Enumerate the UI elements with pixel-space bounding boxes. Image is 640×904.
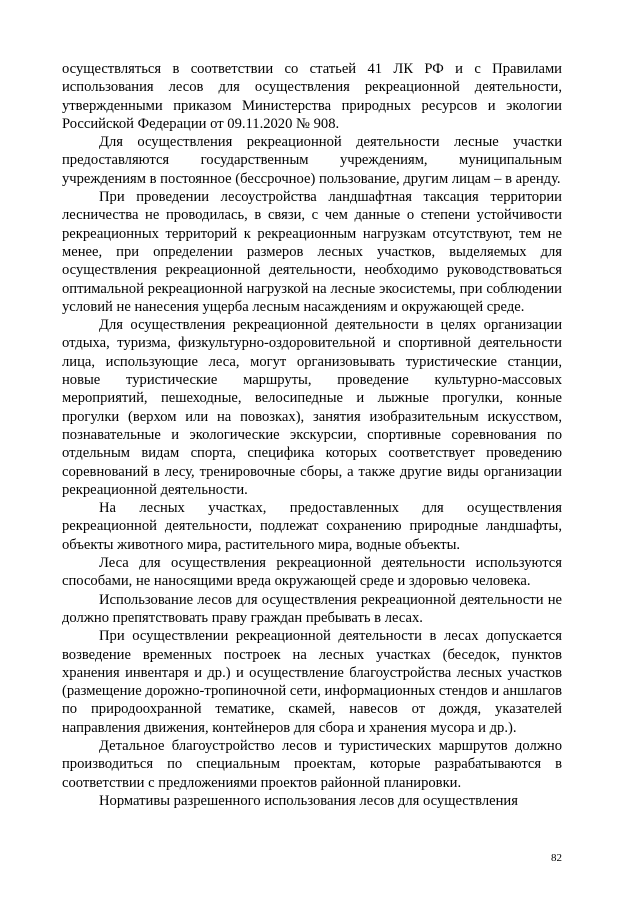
paragraph-recreation-activities: Для осуществления рекреационной деятельности в целях организации отдыха, туризма, физкультурно-оздоровительной и спортивной деятельности лица, использующие леса, могут организовывать туристические станции, новые туристические маршруты, проведение культурно-массовых мероприятий, пешеходные, велосипедные и лыжные прогулки, конные прогулки (верхом или на повозках), занятия изобразительным искусством, познавательные и экологические экскурсии, спортивные соревнования по отдельным видам спорта, специфика которых соответствует проведению соревнований в лесу, тренировочные сборы, а также другие виды организации рекреационной деятельности. — [62, 317, 562, 498]
paragraph-norms: Нормативы разрешенного использования лесов для осуществления — [99, 792, 518, 809]
paragraph-detailed-improvement: Детальное благоустройство лесов и туристических маршрутов должно производиться по специальным проектам, которые разрабатываются в соответствии с предложениями проектов районной планировки. — [62, 737, 562, 791]
paragraph-temporary-buildings: При осуществлении рекреационной деятельности в лесах допускается возведение временных построек на лесных участках (беседок, пунктов хранения инвентаря и др.) и осуществление благоустройства лесных участков (размещение дорожно-тропиночной сети, информационных стендов и аншлагов по природоохранной тематике, скамей, навесов от дождя, указателей направления движения, контейнеров для сбора и хранения мусора и др.). — [62, 628, 562, 736]
paragraph-land-provision: Для осуществления рекреационной деятельности лесные участки предоставляются государственным учреждениям, муниципальным учреждениям в постоянное (бессрочное) пользование, другим лицам – в аренду. — [62, 134, 562, 187]
paragraph-citizen-access: Использование лесов для осуществления рекреационной деятельности не должно препятствовать праву граждан пребывать в лесах. — [62, 591, 562, 626]
paragraph-harmless-use: Леса для осуществления рекреационной деятельности используются способами, не наносящими вреда окружающей среде и здоровью человека. — [62, 555, 562, 590]
paragraph-landscape-taxation: При проведении лесоустройства ландшафтная таксация территории лесничества не проводилась, в связи, с чем данные о степени устойчивости рекреационных территорий к рекреационным нагрузкам отсутствуют, тем не менее, при определении размеров лесных участков, выделяемых для осуществления рекреационной деятельности, необходимо руководствоваться оптимальной рекреационной нагрузкой на лесные экосистемы, при соблюдении условий не нанесения ущерба лесным насаждениям и окружающей среде. — [62, 189, 562, 315]
paragraph-continuation: осуществляться в соответствии со статьей 41 ЛК РФ и с Правилами использования лесов для осуществления рекреационной деятельности, утвержденными приказом Министерства природных ресурсов и экологии Российской Федерации от 09.11.2020 № 908. — [62, 61, 562, 132]
page-number: 82 — [551, 852, 562, 864]
document-page — [62, 60, 562, 810]
paragraph-preservation: На лесных участках, предоставленных для осуществления рекреационной деятельности, подлежат сохранению природные ландшафты, объекты животного мира, растительного мира, водные объекты. — [62, 500, 562, 553]
